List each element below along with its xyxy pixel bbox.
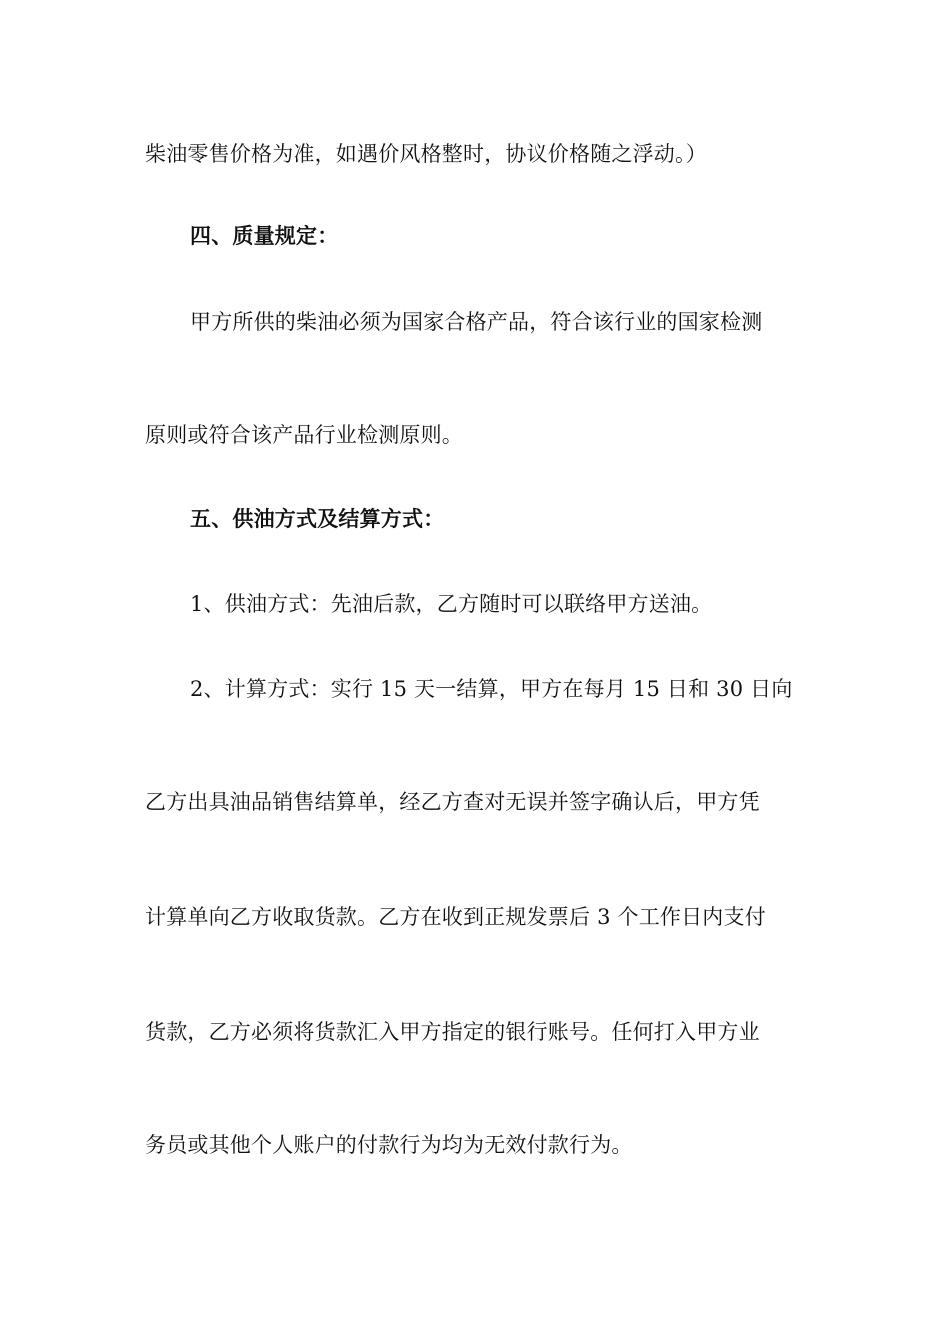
list-item-calculation-method: 2、计算方式：实行 15 天一结算，甲方在每月 15 日和 30 日向 bbox=[190, 677, 793, 701]
section-heading-supply-settlement: 五、供油方式及结算方式： bbox=[190, 506, 445, 531]
paragraph-line: 甲方所供的柴油必须为国家合格产品，符合该行业的国家检测 bbox=[190, 310, 763, 334]
paragraph-line: 原则或符合该产品行业检测原则。 bbox=[145, 423, 463, 447]
paragraph-line: 乙方出具油品销售结算单，经乙方查对无误并签字确认后，甲方凭 bbox=[145, 790, 760, 814]
paragraph-line: 货款，乙方必须将货款汇入甲方指定的银行账号。任何打入甲方业 bbox=[145, 1020, 760, 1044]
section-heading-quality: 四、质量规定： bbox=[190, 223, 339, 248]
paragraph-line: 计算单向乙方收取货款。乙方在收到正规发票后 3 个工作日内支付 bbox=[145, 905, 766, 929]
list-item-supply-method: 1、供油方式：先油后款，乙方随时可以联络甲方送油。 bbox=[190, 592, 713, 616]
paragraph-line: 务员或其他个人账户的付款行为均为无效付款行为。 bbox=[145, 1133, 633, 1157]
paragraph-line: 柴油零售价格为准，如遇价风格整时，协议价格随之浮动。） bbox=[145, 142, 707, 166]
